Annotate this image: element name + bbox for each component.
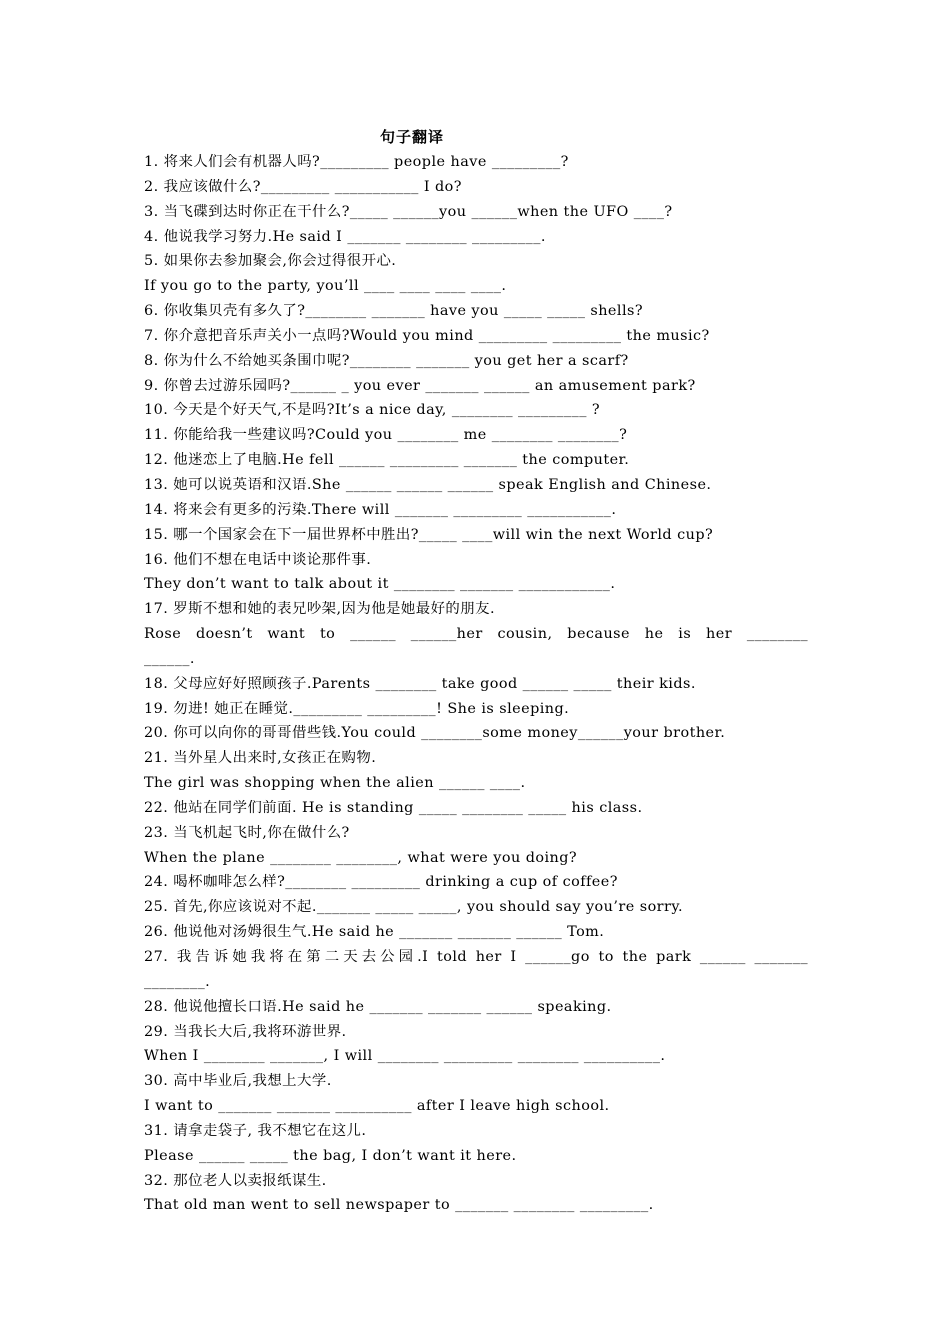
exercise-line: They don’t want to talk about it ________ _______ ____________.	[144, 576, 616, 593]
exercise-line: 3. 当飞碟到达时你正在干什么?_____ ______you ______when the UFO ____?	[144, 203, 673, 220]
exercise-line: 10. 今天是个好天气,不是吗?It’s a nice day, ________ _________ ?	[144, 402, 601, 419]
exercise-line: 12. 他迷恋上了电脑.He fell ______ _________ _______ the computer.	[144, 452, 630, 469]
exercise-line: 8. 你为什么不给她买条围巾呢?________ _______ you get her a scarf?	[144, 352, 629, 369]
exercise-line: The girl was shopping when the alien ______ ____.	[144, 775, 526, 792]
exercise-line: 28. 他说他擅长口语.He said he _______ _______ ______ speaking.	[144, 998, 612, 1015]
exercise-line: 17. 罗斯不想和她的表兄吵架,因为他是她最好的朋友.	[144, 601, 495, 618]
exercise-line: When the plane ________ ________, what were you doing?	[144, 849, 578, 866]
exercise-line: 32. 那位老人以卖报纸谋生.	[144, 1172, 327, 1189]
exercise-line: 18. 父母应好好照顾孩子.Parents ________ take good ______ _____ their kids.	[144, 675, 696, 692]
exercise-line: 6. 你收集贝壳有多久了?________ _______ have you _____ _____ shells?	[144, 303, 643, 320]
exercise-line: 26. 他说他对汤姆很生气.He said he _______ _______ ______ Tom.	[144, 924, 605, 941]
exercise-line: 4. 他说我学习努力.He said I _______ ________ _________.	[144, 228, 546, 245]
page-title: 句子翻译	[380, 128, 445, 146]
exercise-line: 16. 他们不想在电话中谈论那件事.	[144, 551, 372, 568]
exercise-line: 15. 哪一个国家会在下一届世界杯中胜出?_____ ____will win the next World cup?	[144, 526, 714, 543]
exercise-line: ______.	[144, 650, 195, 667]
exercise-line: 30. 高中毕业后,我想上大学.	[144, 1073, 332, 1090]
exercise-line: 11. 你能给我一些建议吗?Could you ________ me ________ ________?	[144, 427, 628, 444]
exercise-line: 9. 你曾去过游乐园吗?______ _ you ever _______ ______ an amusement park?	[144, 377, 696, 394]
exercise-line: 20. 你可以向你的哥哥借些钱.You could ________some money______your brother.	[144, 725, 726, 742]
exercise-line: 23. 当飞机起飞时,你在做什么?	[144, 824, 350, 841]
exercise-line: 29. 当我长大后,我将环游世界.	[144, 1023, 347, 1040]
exercise-line: Please ______ _____ the bag, I don’t want it here.	[144, 1147, 517, 1164]
exercise-line: 14. 将来会有更多的污染.There will _______ _________ ___________.	[144, 501, 617, 518]
exercise-line: 19. 勿进! 她正在睡觉._________ _________! She is sleeping.	[144, 700, 570, 717]
exercise-line: ________.	[144, 973, 211, 990]
exercise-line: Rose doesn’t want to ______ ______her cousin, because he is her ________	[144, 626, 808, 643]
exercise-line: 7. 你介意把音乐声关小一点吗?Would you mind _________ _________ the music?	[144, 327, 710, 344]
exercise-line: 24. 喝杯咖啡怎么样?________ _________ drinking a cup of coffee?	[144, 874, 618, 891]
exercise-line: That old man went to sell newspaper to _______ ________ _________.	[144, 1197, 654, 1214]
exercise-line: 13. 她可以说英语和汉语.She ______ ______ ______ speak English and Chinese.	[144, 476, 712, 493]
exercise-line: 1. 将来人们会有机器人吗?_________ people have _________?	[144, 154, 569, 170]
exercise-line: 31. 请拿走袋子, 我不想它在这儿.	[144, 1122, 367, 1139]
exercise-line: 21. 当外星人出来时,女孩正在购物.	[144, 750, 377, 767]
exercise-line: I want to _______ _______ __________ after I leave high school.	[144, 1098, 610, 1115]
exercise-line: If you go to the party, you’ll ____ ____ ____ ____.	[144, 278, 507, 295]
exercise-line: 27. 我告诉她我将在第二天去公园.I told her I ______go to the park ______ _______	[144, 949, 808, 965]
exercise-line: 5. 如果你去参加聚会,你会过得很开心.	[144, 253, 397, 270]
exercise-line: 22. 他站在同学们前面. He is standing _____ ________ _____ his class.	[144, 799, 643, 816]
exercise-line: 2. 我应该做什么?_________ ___________ I do?	[144, 178, 462, 195]
exercise-line: When I ________ _______, I will ________ _________ ________ __________.	[144, 1048, 666, 1065]
exercise-list	[144, 150, 808, 1218]
exercise-line: 25. 首先,你应该说对不起._______ _____ _____, you should say you’re sorry.	[144, 899, 684, 916]
